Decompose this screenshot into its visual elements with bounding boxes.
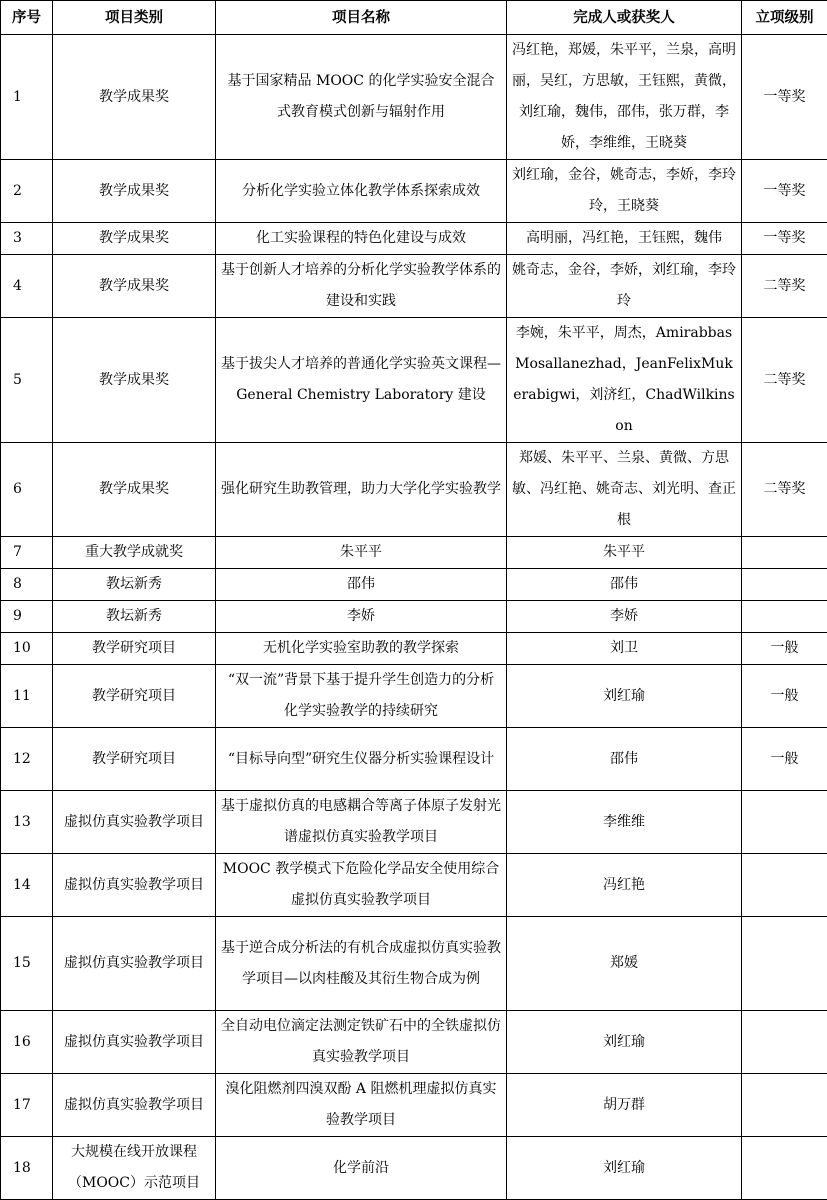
table-body — [1, 35, 827, 1200]
row-category: 教学成果奖 — [53, 223, 216, 255]
row-project-name: “目标导向型”研究生仪器分析实验课程设计 — [216, 728, 507, 791]
row-category: 教坛新秀 — [53, 601, 216, 633]
row-number: 12 — [1, 728, 53, 791]
row-number: 2 — [1, 160, 53, 223]
row-level — [742, 854, 827, 917]
row-category: 虚拟仿真实验教学项目 — [53, 917, 216, 1011]
row-category: 教学成果奖 — [53, 318, 216, 443]
row-number: 13 — [1, 791, 53, 854]
row-people: 刘红瑜 — [507, 1137, 742, 1200]
row-level: 二等奖 — [742, 255, 827, 318]
row-level — [742, 1074, 827, 1137]
row-level — [742, 1011, 827, 1074]
header-row — [1, 1, 827, 35]
row-category: 教学成果奖 — [53, 35, 216, 160]
row-category: 虚拟仿真实验教学项目 — [53, 791, 216, 854]
row-people: 郑媛 — [507, 917, 742, 1011]
row-category: 教学研究项目 — [53, 633, 216, 665]
row-category: 教学研究项目 — [53, 665, 216, 728]
row-level: 二等奖 — [742, 443, 827, 537]
row-project-name: 朱平平 — [216, 537, 507, 569]
row-project-name: 邵伟 — [216, 569, 507, 601]
row-people: 高明丽，冯红艳，王钰熙，魏伟 — [507, 223, 742, 255]
row-project-name: 化工实验课程的特色化建设与成效 — [216, 223, 507, 255]
row-people: 李婉，朱平平，周杰，AmirabbasMosallanezhad，JeanFelixMukerabigwi，刘济红，ChadWilkinson — [507, 318, 742, 443]
table-row — [1, 223, 827, 255]
table-row — [1, 160, 827, 223]
row-number: 14 — [1, 854, 53, 917]
table-row — [1, 854, 827, 917]
row-project-name: 无机化学实验室助教的教学探索 — [216, 633, 507, 665]
row-level — [742, 1137, 827, 1200]
row-people: 李娇 — [507, 601, 742, 633]
row-project-name: “双一流”背景下基于提升学生创造力的分析化学实验教学的持续研究 — [216, 665, 507, 728]
table-row — [1, 569, 827, 601]
row-level — [742, 537, 827, 569]
row-people: 邵伟 — [507, 728, 742, 791]
table-row — [1, 728, 827, 791]
table-row — [1, 255, 827, 318]
row-category: 教学研究项目 — [53, 728, 216, 791]
table-row — [1, 35, 827, 160]
row-people: 邵伟 — [507, 569, 742, 601]
row-level — [742, 917, 827, 1011]
table-row — [1, 665, 827, 728]
row-level — [742, 601, 827, 633]
row-people: 冯红艳，郑媛，朱平平，兰泉，高明丽，吴红，方思敏，王钰熙，黄微，刘红瑜，魏伟，邵伟，张万群，李娇，李维维，王晓葵 — [507, 35, 742, 160]
row-project-name: 基于国家精品 MOOC 的化学实验安全混合式教育模式创新与辐射作用 — [216, 35, 507, 160]
row-people: 朱平平 — [507, 537, 742, 569]
row-level: 一般 — [742, 665, 827, 728]
row-category: 重大教学成就奖 — [53, 537, 216, 569]
header-name: 项目名称 — [216, 1, 507, 35]
row-number: 1 — [1, 35, 53, 160]
row-category: 虚拟仿真实验教学项目 — [53, 1074, 216, 1137]
row-number: 10 — [1, 633, 53, 665]
row-project-name: 分析化学实验立体化教学体系探索成效 — [216, 160, 507, 223]
row-number: 16 — [1, 1011, 53, 1074]
row-category: 虚拟仿真实验教学项目 — [53, 854, 216, 917]
row-project-name: 基于虚拟仿真的电感耦合等离子体原子发射光谱虚拟仿真实验教学项目 — [216, 791, 507, 854]
row-level: 一等奖 — [742, 35, 827, 160]
row-people: 冯红艳 — [507, 854, 742, 917]
row-people: 姚奇志，金谷，李娇，刘红瑜，李玲玲 — [507, 255, 742, 318]
row-people: 刘红瑜 — [507, 665, 742, 728]
row-category: 大规模在线开放课程（MOOC）示范项目 — [53, 1137, 216, 1200]
row-number: 15 — [1, 917, 53, 1011]
row-level: 一等奖 — [742, 160, 827, 223]
row-people: 胡万群 — [507, 1074, 742, 1137]
row-people: 刘红瑜，金谷，姚奇志，李娇，李玲玲，王晓葵 — [507, 160, 742, 223]
row-level: 一般 — [742, 728, 827, 791]
row-people: 李维维 — [507, 791, 742, 854]
row-number: 17 — [1, 1074, 53, 1137]
row-project-name: 化学前沿 — [216, 1137, 507, 1200]
header-people: 完成人或获奖人 — [507, 1, 742, 35]
table-row — [1, 791, 827, 854]
row-category: 教学成果奖 — [53, 160, 216, 223]
table-row — [1, 443, 827, 537]
row-project-name: MOOC 教学模式下危险化学品安全使用综合虚拟仿真实验教学项目 — [216, 854, 507, 917]
row-number: 3 — [1, 223, 53, 255]
row-project-name: 基于创新人才培养的分析化学实验教学体系的建设和实践 — [216, 255, 507, 318]
table-row — [1, 601, 827, 633]
row-category: 虚拟仿真实验教学项目 — [53, 1011, 216, 1074]
row-level — [742, 791, 827, 854]
row-category: 教学成果奖 — [53, 255, 216, 318]
table-row — [1, 917, 827, 1011]
row-level — [742, 569, 827, 601]
row-level: 二等奖 — [742, 318, 827, 443]
row-number: 8 — [1, 569, 53, 601]
table-row — [1, 537, 827, 569]
row-project-name: 全自动电位滴定法测定铁矿石中的全铁虚拟仿真实验教学项目 — [216, 1011, 507, 1074]
header-level: 立项级别 — [742, 1, 827, 35]
row-project-name: 基于拔尖人才培养的普通化学实验英文课程—General Chemistry Laboratory 建设 — [216, 318, 507, 443]
row-category: 教坛新秀 — [53, 569, 216, 601]
table-row — [1, 1074, 827, 1137]
header-no: 序号 — [1, 1, 53, 35]
header-category: 项目类别 — [53, 1, 216, 35]
table-row — [1, 633, 827, 665]
table-row — [1, 1011, 827, 1074]
row-level: 一般 — [742, 633, 827, 665]
row-number: 9 — [1, 601, 53, 633]
table-row — [1, 1137, 827, 1200]
row-level: 一等奖 — [742, 223, 827, 255]
row-project-name: 强化研究生助教管理，助力大学化学实验教学 — [216, 443, 507, 537]
row-number: 5 — [1, 318, 53, 443]
row-people: 刘红瑜 — [507, 1011, 742, 1074]
table-row — [1, 318, 827, 443]
row-people: 刘卫 — [507, 633, 742, 665]
row-number: 11 — [1, 665, 53, 728]
row-number: 7 — [1, 537, 53, 569]
row-number: 4 — [1, 255, 53, 318]
row-number: 6 — [1, 443, 53, 537]
row-project-name: 基于逆合成分析法的有机合成虚拟仿真实验教学项目—以肉桂酸及其衍生物合成为例 — [216, 917, 507, 1011]
row-project-name: 李娇 — [216, 601, 507, 633]
row-number: 18 — [1, 1137, 53, 1200]
row-people: 郑媛、朱平平、兰泉、黄微、方思敏、冯红艳、姚奇志、刘光明、查正根 — [507, 443, 742, 537]
row-category: 教学成果奖 — [53, 443, 216, 537]
row-project-name: 溴化阻燃剂四溴双酚 A 阻燃机理虚拟仿真实验教学项目 — [216, 1074, 507, 1137]
